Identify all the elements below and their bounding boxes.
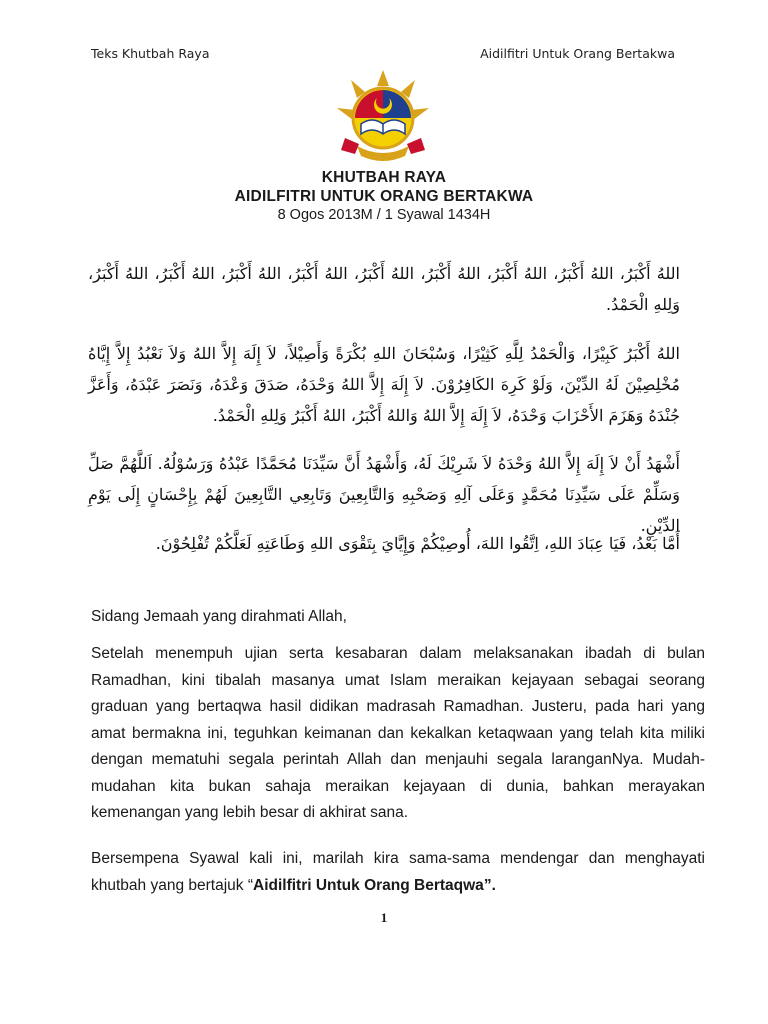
salutation: Sidang Jemaah yang dirahmati Allah, [91,608,347,625]
header-left-text: Teks Khutbah Raya [91,46,210,61]
arabic-takbir: اللهُ أَكْبَرُ، اللهُ أَكْبَرُ، اللهُ أَكْبَرُ، اللهُ أَكْبَرُ، اللهُ أَكْبَرُ، اللهُ أَكْبَرُ، اللهُ أَكْبَرُ، اللهُ أَكْبَرُ، اللهُ أَكْبَرُ، وَلِلهِ الْحَمْدُ. [88,264,680,314]
document-title-block [0,168,768,225]
paragraph-2-end: ”. [483,876,496,894]
page-header [91,46,675,66]
khutbah-title: Aidilfitri Untuk Orang Bertaqwa [253,876,484,894]
crest-emblem-icon [331,68,435,168]
title-line-2: AIDILFITRI UNTUK ORANG BERTAKWA [234,188,534,205]
date-line: 8 Ogos 2013M / 1 Syawal 1434H [277,207,491,223]
arabic-wasiat: أَمَّا بَعْدُ، فَيَا عِبَادَ اللهِ، اِتَّقُوا اللهَ، أُوصِيْكُمْ وَإِيَّايَ بِتَقْوَى اللهِ وَطَاعَتِهِ لَعَلَّكُمْ تُفْلِحُوْنَ. [155,534,680,553]
arabic-tahmid: اللهُ أَكْبَرُ كَبِيْرًا، وَالْحَمْدُ لِلَّهِ كَثِيْرًا، وَسُبْحَانَ اللهِ بُكْرَةً وَأَصِيْلاً، لاَ إِلَهَ إِلاَّ اللهُ وَلاَ نَعْبُدُ إِلاَّ إِيَّاهُ مُخْلِصِيْنَ لَهُ الدِّيْنَ، وَلَوْ كَرِهَ الكَافِرُوْنَ. لاَ إِلَهَ إِلاَّ اللهُ وَحْدَهُ، صَدَقَ وَعْدَهُ، وَنَصَرَ عَبْدَهُ، وَأَعَزَّ جُنْدَهُ وَهَزَمَ الأَحْزَابَ وَحْدَهُ، لاَ إِلَهَ إِلاَّ اللهُ وَاللهُ أَكْبَرُ، اللهُ أَكْبَرُ وَلِلهِ الْحَمْدُ. [88,344,680,425]
page-number: 1 [380,910,388,925]
arabic-syahadah: أَشْهَدُ أَنْ لاَ إِلَهَ إِلاَّ اللهُ وَحْدَهُ لاَ شَرِيْكَ لَهُ، وَأَشْهَدُ أَنَّ سَيِّدَنَا مُحَمَّدًا عَبْدُهُ وَرَسُوْلُهُ. اَللَّهُمَّ صَلِّ وَسَلِّمْ عَلَى سَيِّدِنَا مُحَمَّدٍ وَعَلَى آلِهِ وَصَحْبِهِ وَالتَّابِعِينَ وَتَابِعِي التَّابِعِينَ لَهُمْ بِإِحْسَانٍ إِلَى يَوْمِ الدِّيْنِ. [88,454,680,535]
paragraph-1: Setelah menempuh ujian serta kesabaran dalam melaksanakan ibadah di bulan Ramadhan, kini tibalah masanya umat Islam meraikan kejayaan sebagai seorang graduan yang bertaqwa hasil didikan madrasah Ramadhan. Justeru, pada hari yang amat bermakna ini, teguhkan keimanan dan kekalkan ketaqwaan yang telah kita miliki dengan mematuhi segala perintah Allah dan menjauhi segala laranganNya. Mudah-mudahan kita bukan sahaja meraikan kejayaan di dunia, bahkan merayakan kemenangan yang lebih besar di akhirat sana. [91,645,705,821]
title-line-1: KHUTBAH RAYA [321,169,447,186]
paragraph-2 [91,846,705,899]
header-right-text: Aidilfitri Untuk Orang Bertakwa [480,46,675,61]
paragraph-2-lead: Bersempena Syawal kali ini, marilah kira sama-sama mendengar dan menghayati khutbah yang bertajuk “ [91,850,705,894]
